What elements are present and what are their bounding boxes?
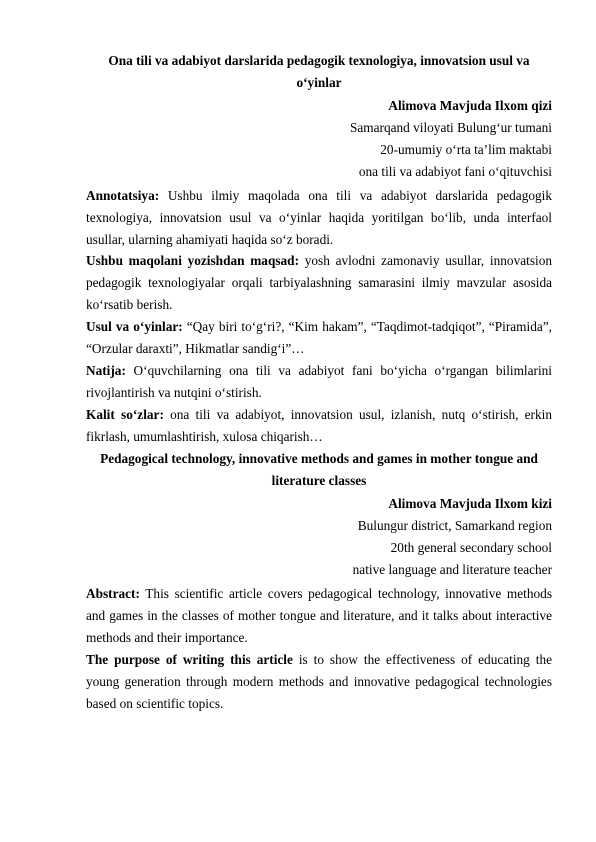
- en-abstract-label: Abstract:: [86, 586, 140, 601]
- uz-annotation-label: Annotatsiya:: [86, 188, 160, 203]
- en-position: native language and literature teacher: [352, 562, 552, 577]
- uz-result: [86, 360, 552, 404]
- uz-purpose-label: Ushbu maqolani yozishdan maqsad:: [86, 253, 299, 268]
- uz-author: Alimova Mavjuda Ilxom qizi: [388, 98, 552, 113]
- en-school: 20th general secondary school: [390, 540, 552, 555]
- en-purpose-text: is to show the effectiveness of educating the young generation through modern methods and innovative pedagogical technologies based on scientific topics.: [86, 652, 552, 712]
- uz-methods: [86, 316, 552, 360]
- uz-position: ona tili va adabiyot fani o‘qituvchisi: [358, 164, 552, 179]
- uz-purpose: [86, 250, 552, 317]
- uz-keywords-text: ona tili va adabiyot, innovatsion usul, izlanish, nutq o‘stirish, erkin fikrlash, umumlashtirish, xulosa chiqarish…: [86, 407, 552, 445]
- uz-annotation: [86, 185, 552, 252]
- en-region: Bulungur district, Samarkand region: [357, 518, 552, 533]
- uz-title: Ona tili va adabiyot darslarida pedagogik texnologiya, innovatsion usul va o‘yinlar: [108, 53, 530, 90]
- en-abstract: [86, 583, 552, 650]
- uz-purpose-text: yosh avlodni zamonaviy usullar, innovatsion pedagogik texnologiyalar orqali tarbiyalashning samarasini ilmiy mavzular asosida ko‘rsatib berish.: [86, 253, 552, 313]
- en-author: Alimova Mavjuda Ilxom kizi: [388, 496, 552, 511]
- en-purpose-label: The purpose of writing this article: [86, 652, 293, 667]
- uz-keywords: [86, 404, 552, 448]
- uz-result-label: Natija:: [86, 363, 126, 378]
- en-abstract-text: This scientific article covers pedagogical technology, innovative methods and games in the classes of mother tongue and literature, and it talks about interactive methods and their importance.: [86, 586, 552, 646]
- uz-annotation-text: Ushbu ilmiy maqolada ona tili va adabiyot darslarida pedagogik texnologiya, innovatsion usul va o‘yinlar haqida yoritilgan bo‘lib, unda interfaol usullar, ularning ahamiyati haqida so‘z boradi.: [86, 188, 552, 248]
- uz-methods-text: “Qay biri to‘g‘ri?, “Kim hakam”, “Taqdimot-tadqiqot”, “Piramida”, “Orzular daraxti”, Hikmatlar sandig‘i”…: [86, 319, 552, 357]
- uz-result-text: O‘quvchilarning ona tili va adabiyot fani bo‘yicha o‘rgangan bilimlarini rivojlantirish va nutqini o‘stirish.: [86, 363, 552, 401]
- uz-methods-label: Usul va o‘yinlar:: [86, 319, 183, 334]
- uz-region: Samarqand viloyati Bulung‘ur tumani: [349, 120, 552, 135]
- uz-keywords-label: Kalit so‘zlar:: [86, 407, 164, 422]
- en-title: Pedagogical technology, innovative methods and games in mother tongue and literature classes: [100, 451, 538, 488]
- en-purpose: [86, 649, 552, 716]
- uz-school: 20-umumiy o‘rta ta’lim maktabi: [380, 142, 552, 157]
